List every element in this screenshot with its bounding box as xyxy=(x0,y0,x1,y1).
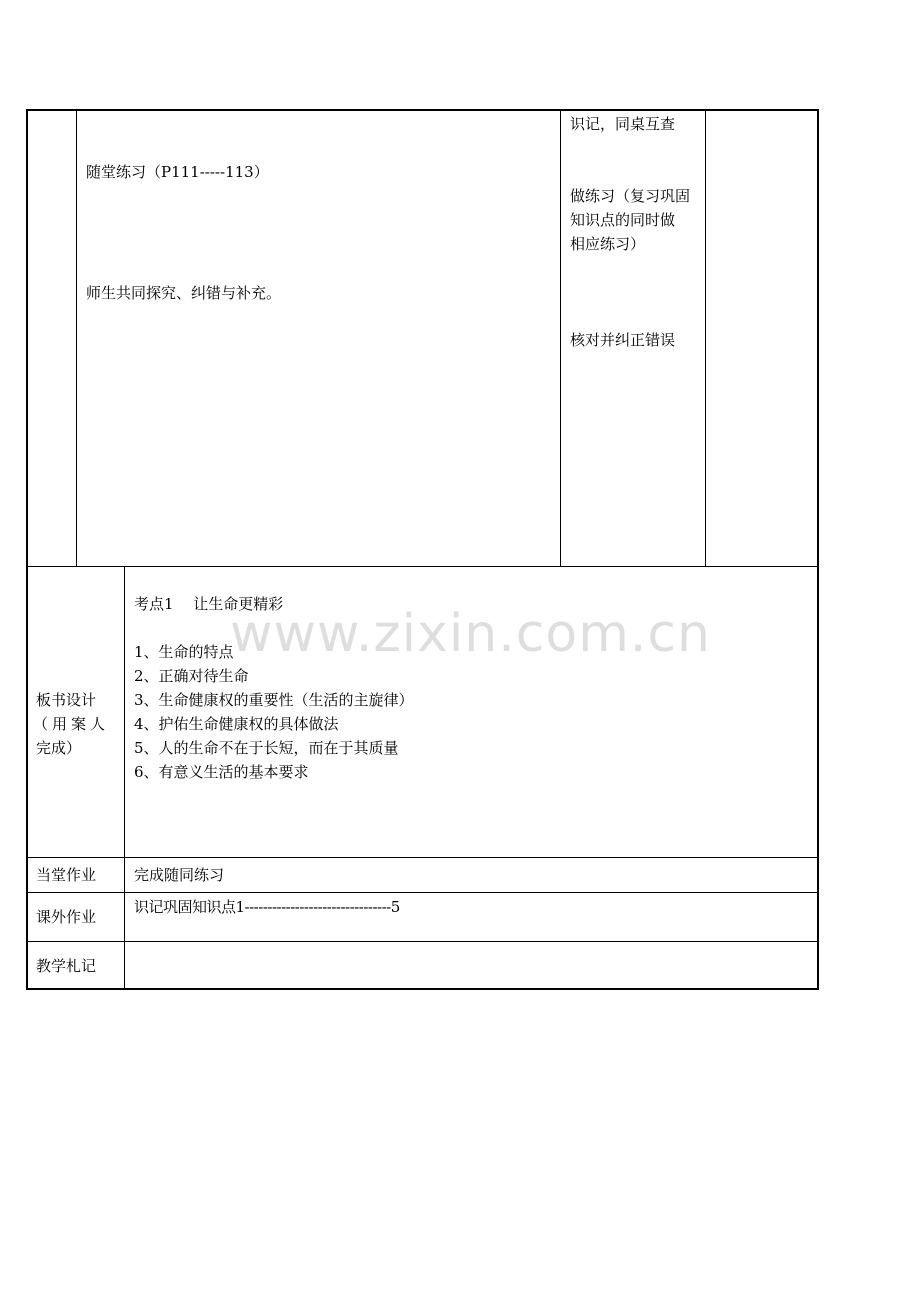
extra-homework-value: 识记巩固知识点1--------------------------------5 xyxy=(134,898,400,916)
board-label-line-2: （用案人 xyxy=(33,715,110,733)
row-separator-4 xyxy=(26,941,819,942)
practice-text-line-2: 知识点的同时做 xyxy=(570,211,676,229)
divider-upper-2 xyxy=(560,109,561,566)
board-item-6: 6、有意义生活的基本要求 xyxy=(134,763,309,781)
row-separator-1 xyxy=(26,566,819,567)
board-item-4: 4、护佑生命健康权的具体做法 xyxy=(134,715,339,733)
board-heading: 考点1 让生命更精彩 xyxy=(134,595,284,613)
check-text: 核对并纠正错误 xyxy=(570,331,676,349)
divider-upper-1 xyxy=(76,109,77,566)
divider-upper-3 xyxy=(705,109,706,566)
board-item-5: 5、人的生命不在于长短，而在于其质量 xyxy=(134,739,399,757)
divider-lower xyxy=(124,566,125,989)
watermark: www.zixin.com.cn xyxy=(230,604,711,664)
practice-text-line-1: 做练习（复习巩固 xyxy=(570,187,691,205)
discussion-text: 师生共同探究、纠错与补充。 xyxy=(86,284,282,302)
board-item-2: 2、正确对待生命 xyxy=(134,667,249,685)
board-item-3: 3、生命健康权的重要性（生活的主旋律） xyxy=(134,691,414,709)
row-separator-3 xyxy=(26,892,819,893)
board-item-1: 1、生命的特点 xyxy=(134,643,234,661)
board-label-line-1: 板书设计 xyxy=(36,691,97,709)
practice-text-line-3: 相应练习） xyxy=(570,235,646,253)
exercise-text: 随堂练习（P111-----113） xyxy=(86,163,269,181)
extra-homework-label: 课外作业 xyxy=(36,908,97,926)
row-separator-2 xyxy=(26,857,819,858)
memorize-text: 识记，同桌互查 xyxy=(570,115,676,133)
border-top xyxy=(26,109,819,111)
homework-label: 当堂作业 xyxy=(36,866,97,884)
board-label-line-3: 完成） xyxy=(36,739,82,757)
border-bottom xyxy=(26,988,819,990)
notes-label: 教学札记 xyxy=(36,957,97,975)
homework-value: 完成随同练习 xyxy=(134,866,225,884)
